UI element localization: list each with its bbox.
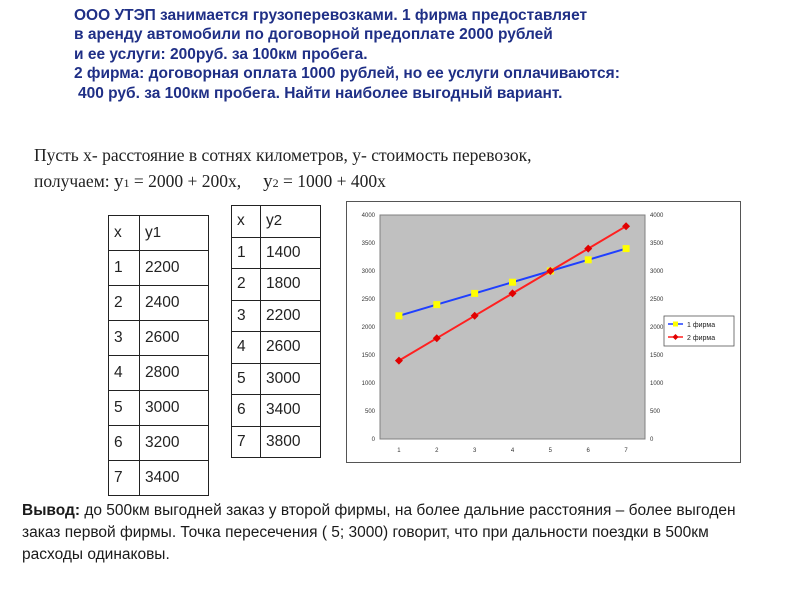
table-row [232, 300, 321, 332]
y2-tick-label: 3500 [650, 241, 664, 247]
task-heading [74, 6, 794, 103]
cell-x: 7 [232, 426, 261, 458]
heading-line: в аренду автомобили по договорной предоплате 2000 рублей [74, 26, 553, 44]
conclusion [22, 500, 762, 566]
cell-y: 3400 [140, 461, 209, 496]
intro-line-2 [34, 168, 734, 196]
heading-line: 2 фирма: договорная оплата 1000 рублей, но ее услуги оплачиваются: [74, 65, 620, 83]
cell-y: 2200 [140, 251, 209, 286]
plot-area [380, 215, 645, 439]
cell-y: 3800 [261, 426, 321, 458]
conclusion-text: до 500км выгодней заказ у второй фирмы, на более дальние расстояния – более выгоден заказ первой фирмы. Точка пересечения ( 5; 3000) говорит, что при дальности поездки в 500км расходы одинаковы. [22, 502, 736, 563]
intro-line-1: Пусть х- расстояние в сотнях километров, у- стоимость перевозок, [34, 145, 532, 165]
y2-tick-label: 500 [650, 409, 661, 415]
cell-y: 2400 [140, 286, 209, 321]
conclusion-label: Вывод: [22, 502, 81, 519]
y2-tick-label: 1500 [650, 353, 664, 359]
eq1-y: у [114, 171, 124, 192]
legend-label-2: 2 фирма [687, 335, 716, 342]
cell-y: 3000 [261, 363, 321, 395]
cell-y: 3200 [140, 426, 209, 461]
x-tick-label: 4 [510, 448, 515, 454]
cell-x: 5 [109, 391, 140, 426]
table-row [232, 269, 321, 301]
table-firm-2 [231, 205, 321, 458]
y-tick-label: 1500 [361, 353, 375, 359]
heading-line: ООО УТЭП занимается грузоперевозками. 1 фирма предоставляет [74, 7, 588, 24]
cell-x: 4 [109, 356, 140, 391]
legend-label-1: 1 фирма [687, 322, 716, 329]
cell-x: 6 [109, 426, 140, 461]
x-tick-label: 7 [624, 448, 628, 454]
equation-1: = 2000 + 200х, [129, 171, 242, 191]
table-row [109, 461, 209, 496]
y2-tick-label: 0 [650, 437, 654, 443]
table-row [232, 332, 321, 364]
table-row [109, 391, 209, 426]
heading-line: и ее услуги: 200руб. за 100км пробега. [74, 45, 368, 63]
header-y-letter: у [145, 224, 153, 241]
y2-tick-label: 1000 [650, 381, 664, 387]
y2-tick-label: 3000 [650, 269, 664, 275]
cost-chart [346, 201, 741, 463]
table-body [232, 237, 321, 458]
y-tick-label: 3500 [361, 241, 375, 247]
legend-marker-1 [673, 322, 678, 327]
header-y-letter: у [266, 212, 274, 230]
header-y1 [140, 216, 209, 251]
y-tick-label: 0 [371, 437, 375, 443]
cell-y: 3400 [261, 395, 321, 427]
series-1-point [395, 312, 402, 319]
cell-y: 2600 [261, 332, 321, 364]
y2-tick-label: 2000 [650, 325, 664, 331]
x-tick-label: 1 [397, 448, 401, 454]
table-row [109, 321, 209, 356]
y-tick-label: 500 [364, 409, 375, 415]
equation-2: = 1000 + 400х [278, 171, 386, 191]
table-header-row [232, 206, 321, 238]
series-1-point [509, 279, 516, 286]
x-tick-label: 2 [435, 448, 439, 454]
cell-y: 1400 [261, 237, 321, 269]
table-row [109, 426, 209, 461]
y-tick-label: 2000 [361, 325, 375, 331]
eq1-sub: 1 [123, 176, 130, 190]
table-row [109, 286, 209, 321]
legend [664, 316, 734, 346]
cell-y: 1800 [261, 269, 321, 301]
series-1-point [433, 301, 440, 308]
intro-prefix: получаем: [34, 171, 115, 191]
header-y-sub: 2 [273, 212, 283, 230]
cell-x: 3 [109, 321, 140, 356]
cell-x: 7 [109, 461, 140, 496]
table-row [232, 395, 321, 427]
cell-x: 4 [232, 332, 261, 364]
series-1-point [585, 256, 592, 263]
x-tick-label: 6 [586, 448, 590, 454]
cell-x: 2 [109, 286, 140, 321]
y2-tick-label: 2500 [650, 297, 664, 303]
y2-tick-label: 4000 [650, 213, 664, 219]
cell-x: 6 [232, 395, 261, 427]
header-x: х [232, 206, 261, 238]
y-tick-label: 1000 [361, 381, 375, 387]
cell-x: 5 [232, 363, 261, 395]
cell-y: 2800 [140, 356, 209, 391]
header-x: х [109, 216, 140, 251]
heading-line: 400 руб. за 100км пробега. Найти наиболее выгодный вариант. [78, 84, 563, 102]
series-1-point [471, 290, 478, 297]
y-tick-label: 3000 [361, 269, 375, 275]
header-y-sub: 1 [152, 224, 162, 241]
cell-x: 1 [109, 251, 140, 286]
table-row [232, 237, 321, 269]
x-tick-label: 5 [548, 448, 553, 454]
table-row [232, 426, 321, 458]
header-y2 [261, 206, 321, 238]
y-tick-label: 2500 [361, 297, 375, 303]
table-header-row [109, 216, 209, 251]
cell-x: 1 [232, 237, 261, 269]
eq2-sub: 2 [272, 176, 279, 190]
cell-y: 2200 [261, 300, 321, 332]
table-row [109, 356, 209, 391]
cell-y: 2600 [140, 321, 209, 356]
eq2-y: у [263, 171, 273, 192]
cell-x: 3 [232, 300, 261, 332]
table-row [109, 251, 209, 286]
table-firm-1 [108, 215, 209, 496]
x-tick-label: 3 [472, 448, 477, 454]
table-body [109, 251, 209, 496]
y-tick-label: 4000 [361, 213, 375, 219]
table-row [232, 363, 321, 395]
cell-y: 3000 [140, 391, 209, 426]
intro-text [34, 142, 734, 196]
cell-x: 2 [232, 269, 261, 301]
series-1-point [623, 245, 630, 252]
